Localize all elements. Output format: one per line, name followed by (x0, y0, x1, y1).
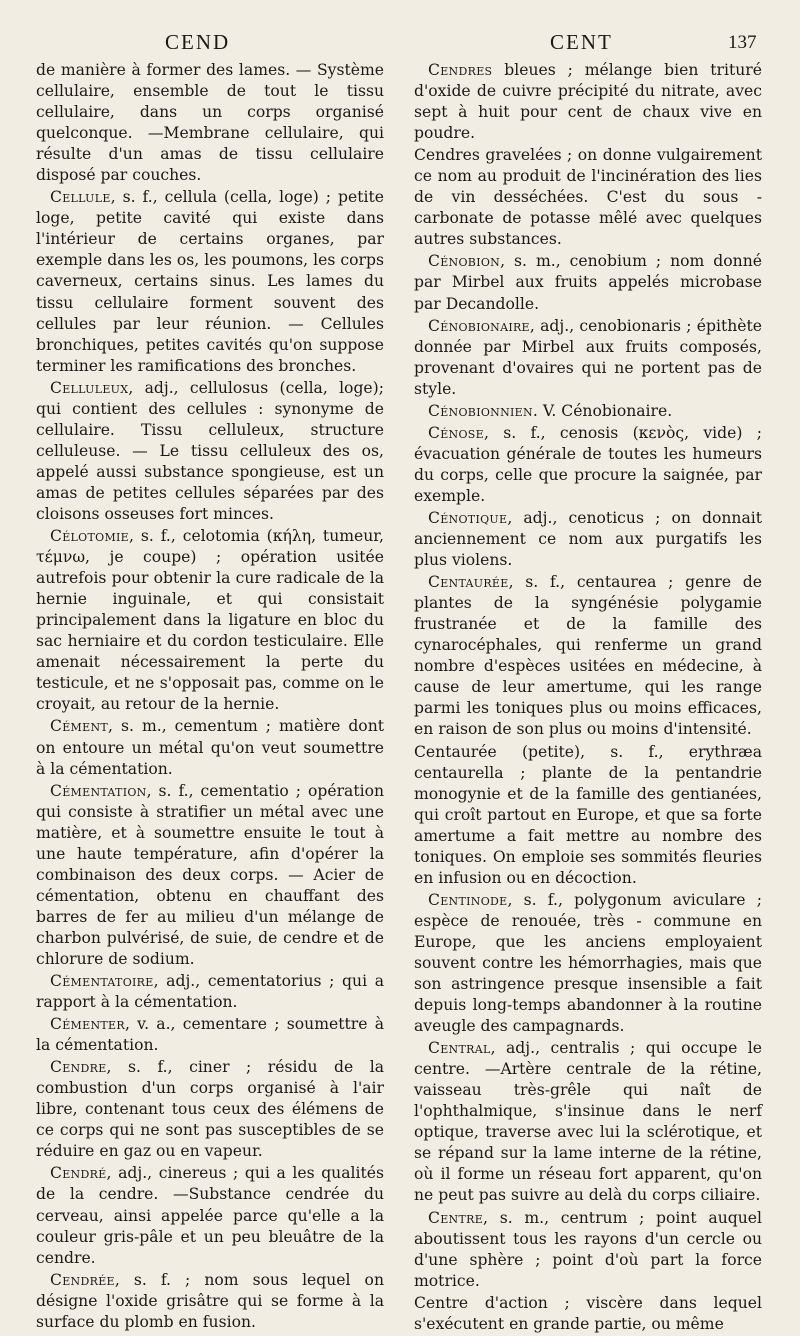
entry-definition: , s. m., cenobium ; nom donné par Mirbel aux fruits appelés microbase par Decandolle. (414, 252, 762, 313)
dictionary-entry (414, 572, 762, 740)
entry-headword: Cémentatoire (50, 972, 154, 991)
entry-definition: , adj., centralis ; qui occupe le centre. —Artère centrale de la rétine, vaisseau très-grêle qui naît de l'ophthalmique, s'insinue dans le nerf optique, traverse avec lui la sclérotique, et se répand sur la lame interne de la rétine, où il forme un réseau fort apparent, qu'on ne peut pas suivre au delà du corps ciliaire. (414, 1039, 762, 1205)
entry-definition: Centaurée (petite), s. f., erythræa centaurella ; plante de la pentandrie monogynie et de la famille des gentianées, qui croît partout en Europe, et que sa forte amertume a fait mettre au nombre des toniques. On emploie ses sommités fleuries en infusion ou en décoction. (414, 742, 762, 887)
entry-headword: Centinode (428, 890, 508, 909)
entry-headword: Cendres (428, 61, 493, 79)
entry-headword: Cénobionnien (428, 401, 533, 420)
dictionary-entry (36, 781, 384, 970)
entry-definition: , s. f., centaurea ; genre de plantes de la syngénésie polygamie frustranée et de la famille des cynarocéphales, qui renferme un grand nombre d'espèces usitées en médecine, à cause de leur amertume, qui les range parmi les toniques plus ou moins efficaces, en raison de son plus ou moins d'intensité. (414, 573, 762, 739)
entry-definition: , s. f., cementatio ; opération qui consiste à stratifier un métal avec une matière, et à soumettre ensuite le tout à une haute température, afin d'opérer la combinaison des deux corps. — Acier de cémentation, obtenu en chauffant des barres de fer au milieu d'un mélange de charbon pulvérisé, de suie, de cendre et de chlorure de sodium. (36, 781, 384, 968)
dictionary-entry (36, 187, 384, 376)
entry-headword: Cendre (50, 1058, 107, 1077)
entry-definition: , adj., cellulosus (cella, loge); qui contient des cellules : synonyme de cellulaire. Tissu celluleux, structure celluleuse. — Le tissu celluleux des os, appelé aussi substance spongieuse, est un amas de petites cellules séparées par des cloisons osseuses fort minces. (36, 378, 384, 523)
entry-definition: , s. f. ; nom sous lequel on désigne l'oxide grisâtre qui se forme à la surface du plomb en fusion. (36, 1270, 384, 1331)
entry-headword: Cendrée (50, 1270, 115, 1289)
entry-definition: Cendres gravelées ; on donne vulgairement ce nom au produit de l'incinération des lies de vin desséchées. C'est du sous - carbonate de potasse mêlé avec quelques autres substances. (414, 146, 762, 249)
dictionary-entry (414, 1208, 762, 1292)
entry-definition: , adj., cementatorius ; qui a rapport à la cémentation. (36, 972, 384, 1012)
running-head-right: CENT (550, 30, 613, 54)
dictionary-entry (36, 971, 384, 1013)
dictionary-entry (414, 401, 762, 422)
entry-definition: , s. f., polygonum aviculare ; espèce de renouée, très - commune en Europe, que les anciens employaient souvent contre les hémorrhagies, mais que son astringence presque insensible a fait depuis long-temps abandonner à la routine aveugle des campagnards. (414, 890, 762, 1036)
dictionary-entry (36, 716, 384, 779)
dictionary-entry (36, 60, 384, 186)
entry-definition: , adj., cinereus ; qui a les qualités de la cendre. —Substance cendrée du cerveau, ainsi appelée parce qu'elle a la couleur gris-pâle et un peu bleuâtre de la cendre. (36, 1164, 384, 1267)
page-number: 137 (728, 32, 757, 53)
entry-definition: , s. m., cementum ; matière dont on entoure un métal qu'on veut soumettre à la cémentation. (36, 717, 384, 778)
dictionary-entry (36, 378, 384, 525)
entry-definition: , s. f., ciner ; résidu de la combustion d'un corps organisé à l'air libre, contenant tous ceux des élémens de ce corps qui ne sont pas susceptibles de se réduire en gaz ou en vapeur. (36, 1058, 384, 1161)
dictionary-entry (414, 251, 762, 314)
entry-headword: Cénobion (428, 252, 501, 271)
dictionary-entry (414, 1038, 762, 1206)
right-column (414, 60, 762, 1336)
entry-headword: Celluleux (50, 378, 129, 397)
dictionary-entry (36, 1270, 384, 1333)
dictionary-entry (414, 508, 762, 571)
entry-headword: Cément (50, 717, 109, 736)
entry-definition: . V. Cénobionaire. (532, 401, 673, 420)
entry-headword: Cénotique (428, 508, 508, 527)
dictionary-entry (414, 1293, 762, 1335)
entry-definition: , adj., cenoticus ; on donnait anciennement ce nom aux purgatifs les plus violens. (414, 508, 762, 570)
running-head-left: CEND (165, 30, 231, 54)
entry-definition: , s. f., cellula (cella, loge) ; petite loge, petite cavité qui existe dans l'intérieur de certains organes, par exemple dans les os, les poumons, les corps caverneux, certains sinus. Les lames du tissu cellulaire forment souvent des cellules par leur réunion. — Cellules bronchiques, petites cavités qu'on suppose terminer les ramifications des bronches. (36, 188, 384, 375)
dictionary-entry (36, 526, 384, 715)
entry-definition: , adj., cenobionaris ; épithète donnée par Mirbel aux fruits composés, provenant d'ovaires qui ne portent pas de style. (414, 316, 762, 398)
entry-headword: Centaurée (428, 573, 509, 592)
entry-definition: , s. f., celotomia (κήλη, tumeur, τέμνω, je coupe) ; opération usitée autrefois pour obtenir la cure radicale de la hernie inguinale, et qui consistait principalement dans la ligature en bloc du sac herniaire et du cordon testiculaire. Elle amenait nécessairement la perte du testicule, et ne s'opposait pas, comme on le croyait, au retour de la hernie. (36, 527, 384, 714)
dictionary-entry (414, 890, 762, 1037)
entry-headword: Cendré (50, 1164, 107, 1183)
running-head (0, 30, 800, 60)
dictionary-entry (414, 145, 762, 250)
entry-definition: , v. a., cementare ; soumettre à la cémentation. (36, 1015, 384, 1055)
entry-definition: bleues ; mélange bien trituré d'oxide de cuivre précipité du nitrate, avec sept à huit pour cent de chaux vive en poudre. (414, 61, 762, 143)
entry-headword: Cénobionaire (428, 316, 530, 335)
left-column (36, 60, 384, 1334)
dictionary-entry (414, 742, 762, 889)
entry-headword: Central (428, 1039, 491, 1058)
entry-definition: de manière à former des lames. — Système cellulaire, ensemble de tout le tissu cellulaire, dans un corps organisé quelconque. —Membrane cellulaire, qui résulte d'un amas de tissu cellulaire disposé par couches. (36, 61, 384, 185)
entry-definition: Centre d'action ; viscère dans lequel s'exécutent en grande partie, ou même (414, 1293, 762, 1333)
entry-headword: Célotomie (50, 527, 129, 546)
dictionary-entry (414, 60, 762, 144)
entry-headword: Cémentation (50, 781, 147, 800)
entry-headword: Cémenter (50, 1015, 125, 1034)
entry-headword: Centre (428, 1208, 484, 1227)
entry-headword: Cellule (50, 188, 111, 207)
dictionary-entry (36, 1057, 384, 1162)
dictionary-entry (36, 1163, 384, 1268)
entry-definition: , s. m., centrum ; point auquel aboutissent tous les rayons d'un cercle ou d'une sphère ; point d'où part la force motrice. (414, 1208, 762, 1290)
dictionary-entry (414, 316, 762, 400)
dictionary-entry (36, 1014, 384, 1056)
entry-headword: Cénose (428, 423, 484, 442)
entry-definition: , s. f., cenosis (κενὸς, vide) ; évacuation générale de toutes les humeurs du corps, celle que procure la saignée, par exemple. (414, 423, 762, 505)
dictionary-entry (414, 423, 762, 507)
